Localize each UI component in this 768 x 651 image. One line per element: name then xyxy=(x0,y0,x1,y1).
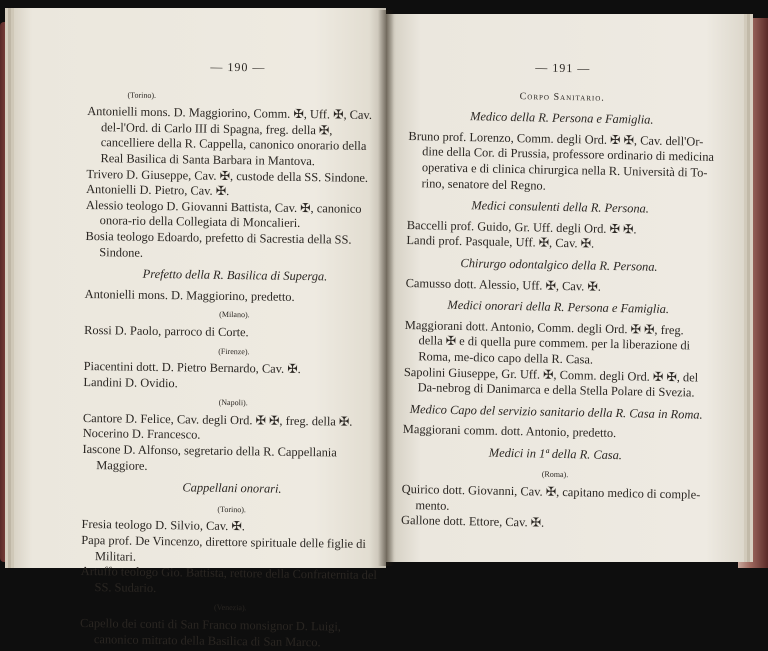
section-title: Corpo Sanitario. xyxy=(519,90,605,104)
right-page xyxy=(386,14,744,562)
text-entry: Artuffo teologo Gio. Battista, rettore della Confraternita del SS. Sudario. xyxy=(80,564,377,595)
text-entry: Antonielli D. Pietro, Cav. ✠. xyxy=(86,182,230,199)
text-entry: Maggiorani dott. Antonio, Comm. degli Ord. ✠ ✠, freg. della ✠ e di quella pure commem. per la liberazione di Roma, me-dico capo della R. Casa. xyxy=(404,317,691,367)
section-heading: Medici in 1ª della R. Casa. xyxy=(488,445,623,463)
text-entry: Camusso dott. Alessio, Uff. ✠, Cav. ✠. xyxy=(405,275,602,294)
text-entry: Sapolini Giuseppe, Gr. Uff. ✠, Comm. degli Ord. ✠ ✠, del Da-nebrog di Danimarca e della Stella Polare di Svezia. xyxy=(403,364,699,400)
text-entry: Rossi D. Paolo, parroco di Corte. xyxy=(84,322,249,340)
text-entry: Piacentini dott. D. Pietro Bernardo, Cav. ✠. xyxy=(83,359,301,377)
section-heading: Medici consulenti della R. Persona. xyxy=(471,198,650,216)
section-heading: Prefetto della R. Basilica di Superga. xyxy=(142,266,328,284)
city-label: (Roma). xyxy=(541,470,569,480)
left-page xyxy=(14,8,386,649)
text-entry: Trivero D. Giuseppe, Cav. ✠, custode della SS. Sindone. xyxy=(86,166,369,185)
right-page-text xyxy=(401,58,716,535)
section-heading: Medici onorari della R. Persona e Famiglia. xyxy=(447,297,670,317)
text-entry: Maggiorani comm. dott. Antonio, predetto. xyxy=(402,422,617,441)
city-label: (Napoli). xyxy=(218,398,248,408)
city-label: (Torino). xyxy=(217,504,247,515)
text-entry: Gallone dott. Ettore, Cav. ✠. xyxy=(400,513,545,530)
left-page-text xyxy=(80,58,388,651)
text-entry: Capello dei conti di San Franco monsignor D. Luigi, canonico mitrato della Basilica di San Marco. xyxy=(80,615,342,649)
text-entry: Baccelli prof. Guido, Gr. Uff. degli Ord. ✠ ✠. xyxy=(406,217,637,237)
section-heading: Medico Capo del servizio sanitario della R. Casa in Roma. xyxy=(409,401,703,422)
page-number: — 191 — xyxy=(535,60,591,76)
section-heading: Chirurgo odontalgico della R. Persona. xyxy=(460,255,658,274)
text-entry: Fresia teologo D. Silvio, Cav. ✠. xyxy=(81,517,245,534)
page-number: — 190 — xyxy=(210,59,266,75)
city-label: (Venezia). xyxy=(213,603,247,613)
section-heading: Cappellani onorari. xyxy=(182,480,282,496)
book-gutter xyxy=(378,10,394,566)
text-entry: Bosia teologo Edoardo, prefetto di Sacrestia della SS. Sindone. xyxy=(85,228,352,260)
text-entry: Cantore D. Felice, Cav. degli Ord. ✠ ✠, freg. della ✠. xyxy=(82,410,353,429)
text-entry: Antonielli mons. D. Maggiorino, predetto. xyxy=(84,286,295,304)
text-entry: Iascone D. Alfonso, segretario della R. Cappellania Maggiore. xyxy=(82,442,337,473)
city-label: (Milano). xyxy=(219,310,250,320)
text-entry: Landini D. Ovidio. xyxy=(83,374,178,390)
text-entry: Quirico dott. Giovanni, Cav. ✠, capitano medico di comple-mento. xyxy=(401,481,701,513)
section-heading: Medico della R. Persona e Famiglia. xyxy=(470,109,654,127)
city-label: (Firenze). xyxy=(218,346,250,356)
text-entry: Bruno prof. Lorenzo, Comm. degli Ord. ✠ ✠, Cav. dell'Or-dine della Cor. di Prussia, professore ordinario di medicina operativa e di clinica chirurgica nella R. Università di To-rino, senatore del Regno. xyxy=(408,128,715,193)
text-entry: Antonielli mons. D. Maggiorino, Comm. ✠, Uff. ✠, Cav. del-l'Ord. di Carlo III di Spagna, freg. della ✠, cancelliere della R. Cappella, canonico onorario della Real Basilica di Santa Barbara in Mantova. xyxy=(87,104,373,169)
text-entry: Alessio teologo D. Giovanni Battista, Cav. ✠, canonico onora-rio della Collegiata di Moncalieri. xyxy=(85,197,362,231)
city-label: (Torino). xyxy=(127,90,157,100)
text-entry: Landi prof. Pasquale, Uff. ✠, Cav. ✠. xyxy=(406,233,595,251)
text-entry: Nocerino D. Francesco. xyxy=(82,426,201,443)
text-entry: Papa prof. De Vincenzo, direttore spirituale delle figlie di Militari. xyxy=(81,532,366,564)
